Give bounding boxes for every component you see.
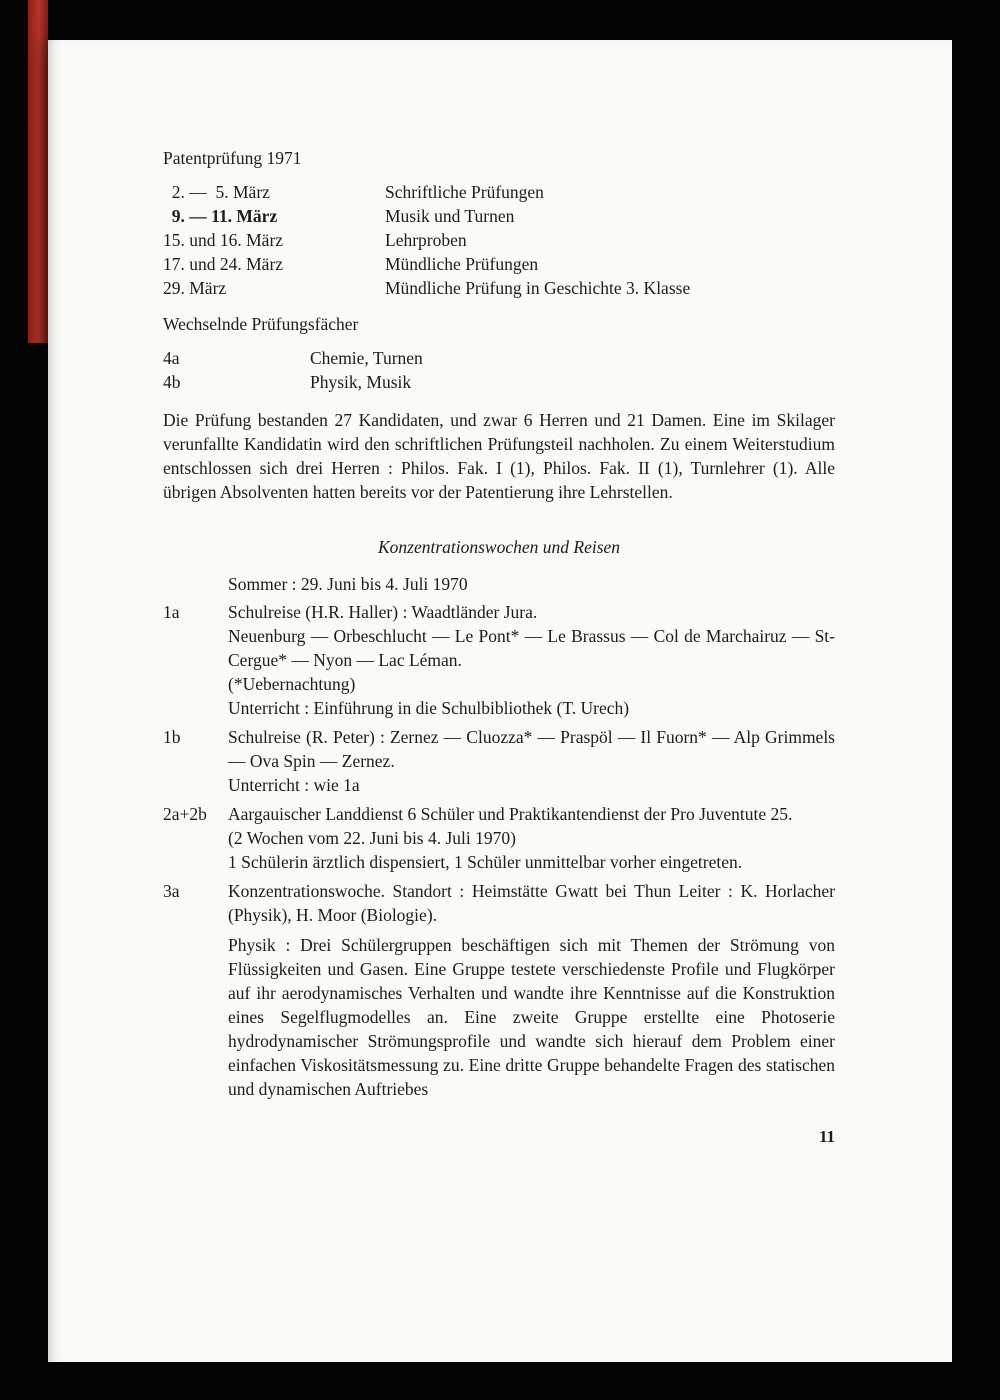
- exam-description: Musik und Turnen: [385, 206, 515, 226]
- page-number: 11: [818, 1127, 835, 1146]
- trip-line: Schulreise (R. Peter) : Zernez — Cluozza* — Praspöl — Il Fuorn* — Alp Grimmels — Ova Spin — Zernez.: [228, 727, 835, 771]
- class-subjects: Chemie, Turnen: [310, 348, 423, 368]
- trip-label: 2a+2b: [163, 804, 207, 824]
- trips-period: Sommer : 29. Juni bis 4. Juli 1970: [228, 574, 468, 594]
- exam-date: 2. — 5. März: [163, 182, 270, 202]
- trip-item-1b: [163, 725, 835, 797]
- class-label: 4a: [163, 348, 180, 368]
- exam-date: 15. und 16. März: [163, 230, 284, 250]
- patent-exam-title: Patentprüfung 1971: [163, 148, 302, 168]
- trip-line: Schulreise (H.R. Haller) : Waadtländer Jura.: [228, 602, 538, 622]
- document-page: [48, 40, 952, 1362]
- trip-line: Konzentrationswoche. Standort : Heimstätte Gwatt bei Thun Leiter : K. Horlacher (Physik), H. Moor (Biologie).: [228, 881, 835, 925]
- exam-schedule-row: [163, 180, 835, 204]
- alternating-subjects-title: Wechselnde Prüfungsfächer: [163, 314, 359, 334]
- exam-description: Schriftliche Prüfungen: [385, 182, 544, 202]
- trip-line: (*Uebernachtung): [228, 674, 356, 694]
- trip-line: Unterricht : wie 1a: [228, 775, 360, 795]
- class-label: 4b: [163, 372, 181, 392]
- exam-schedule-row: [163, 252, 835, 276]
- class-subjects: Physik, Musik: [310, 372, 412, 392]
- trip-item-1a: [163, 600, 835, 720]
- trip-label: 1b: [163, 727, 181, 747]
- page-content: [163, 146, 835, 1149]
- exam-date: 29. März: [163, 278, 227, 298]
- subject-row: [163, 370, 835, 394]
- exam-schedule-row: [163, 204, 835, 228]
- trip-line: (2 Wochen vom 22. Juni bis 4. Juli 1970): [228, 828, 516, 848]
- trip-item-3a: [163, 879, 835, 1101]
- exam-date: 9. — 11. März: [163, 206, 278, 226]
- trip-line: Unterricht : Einführung in die Schulbibliothek (T. Urech): [228, 698, 630, 718]
- trip-line: Aargauischer Landdienst 6 Schüler und Praktikantendienst der Pro Juventute 25.: [228, 804, 793, 824]
- red-bookmark-ribbon: [28, 0, 48, 343]
- trip-body: [228, 879, 835, 1101]
- trip-line: 1 Schülerin ärztlich dispensiert, 1 Schüler unmittelbar vorher eingetreten.: [228, 852, 743, 872]
- exam-description: Mündliche Prüfung in Geschichte 3. Klasse: [385, 278, 691, 298]
- exam-results-paragraph: Die Prüfung bestanden 27 Kandidaten, und zwar 6 Herren und 21 Damen. Eine im Skilager verunfallte Kandidatin wird den schriftlichen Prüfungsteil nachholen. Zu einem Weiterstudium entschlossen sich drei Herren : Philos. Fak. I (1), Philos. Fak. II (1), Turnlehrer (1). Alle übrigen Absolventen hatten bereits vor der Patentierung ihre Lehrstellen.: [163, 410, 835, 502]
- trip-line: Neuenburg — Orbeschlucht — Le Pont* — Le Brassus — Col de Marchairuz — St-Cergue* — Nyon — Lac Léman.: [228, 626, 835, 670]
- exam-description: Lehrproben: [385, 230, 467, 250]
- trip-item-2a2b: [163, 802, 835, 874]
- trips-section-title: Konzentrationswochen und Reisen: [377, 537, 621, 557]
- trip-label: 3a: [163, 881, 180, 901]
- exam-schedule: [163, 180, 835, 300]
- subject-row: [163, 346, 835, 370]
- trip-line: Physik : Drei Schülergruppen beschäftigen sich mit Themen der Strömung von Flüssigkeiten und Gasen. Eine Gruppe testete verschiedenste Profile und Flugkörper auf ihr aerodynamisches Verhalten und wandte ihre Kenntnisse auf die Konstruktion eines Segelflugmodelles an. Eine zweite Gruppe erstellte eine Photoserie hydrodynamischer Strömungsprofile und wandte sich hierauf dem Problem einer einfachen Viskositätsmessung zu. Eine dritte Gruppe behandelte Fragen des statischen und dynamischen Auftriebes: [228, 935, 835, 1099]
- exam-schedule-row: [163, 228, 835, 252]
- exam-schedule-row: [163, 276, 835, 300]
- trip-body: [228, 802, 835, 874]
- exam-description: Mündliche Prüfungen: [385, 254, 539, 274]
- trip-body: [228, 725, 835, 797]
- alternating-subjects: [163, 346, 835, 394]
- trip-body: [228, 600, 835, 720]
- exam-date: 17. und 24. März: [163, 254, 284, 274]
- trip-label: 1a: [163, 602, 180, 622]
